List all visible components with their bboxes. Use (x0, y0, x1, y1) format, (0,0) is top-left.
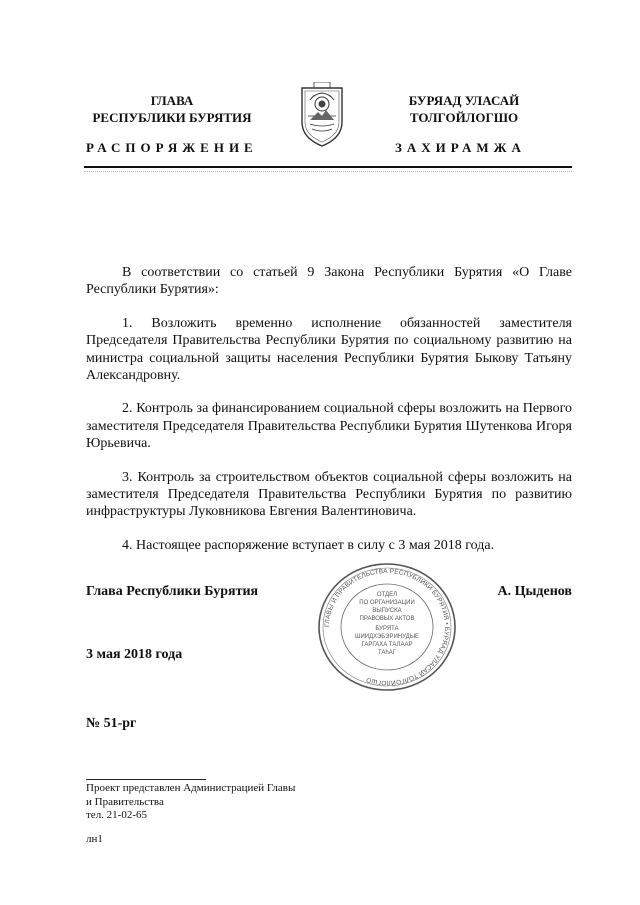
seal-text-6: ШИИДХЭБЭРИНУДЫЕ (354, 634, 420, 640)
preamble-paragraph: В соответствии со статьей 9 Закона Республики Бурятия «О Главе Республики Бурятия»: (86, 265, 572, 298)
header-left-line1: ГЛАВА (150, 93, 194, 108)
document-type-ru: РАСПОРЯЖЕНИЕ (86, 140, 258, 155)
document-number: № 51-рг (86, 716, 137, 731)
item-paragraph-3: 3. Контроль за строительством объектов социальной сферы возложить на заместителя Председателя Правительства Республики Бурятия по развитию инфраструктуры Луковникова Евгения Валентиновича. (86, 469, 572, 520)
header-left-line2: РЕСПУБЛИКИ БУРЯТИЯ (92, 110, 252, 125)
signatory-name: А. Цыденов (497, 584, 572, 599)
signatory-title: Глава Республики Бурятия (86, 584, 259, 599)
seal-ring-text: ГЛАВЫ И ПРАВИТЕЛЬСТВА РЕСПУБЛИКИ БУРЯТИЯ • БУРЯАД УЛАСАЙ ТОЛГОЙЛОГШО (323, 567, 451, 687)
footnote-line1: Проект представлен Администрацией Главы (86, 782, 296, 794)
header-divider-dotted (84, 171, 572, 172)
seal-text-7: ГАРГАХА ТАЛААР (361, 642, 413, 648)
header-right-title (380, 92, 548, 126)
document-date: 3 мая 2018 года (86, 647, 183, 662)
header-left-title (84, 92, 260, 126)
document-body (86, 264, 572, 570)
seal-text-4: ПРАВОВЫХ АКТОВ (359, 616, 415, 622)
header-right-line2: ТОЛГОЙЛОГШО (409, 110, 519, 125)
footnote-divider (86, 779, 206, 780)
footnote-line3: тел. 21-02-65 (86, 809, 148, 821)
footnote (86, 782, 295, 823)
seal-text-8: ТАһАГ (377, 650, 397, 656)
footnote-line2: и Правительства (86, 795, 164, 808)
seal-text-5: БУРЯТА (375, 626, 399, 632)
official-seal-stamp (312, 560, 462, 694)
document-type-bua: ЗАХИРАМЖА (395, 140, 526, 155)
item-paragraph-2: 2. Контроль за финансированием социальной сферы возложить на Первого заместителя Председателя Правительства Республики Бурятия Шутенкова Игоря Юрьевича. (86, 401, 572, 452)
seal-text-1: ОТДЕЛ (376, 592, 398, 598)
document-code: лн1 (86, 833, 103, 845)
item-paragraph-4: 4. Настоящее распоряжение вступает в силу с 3 мая 2018 года. (122, 537, 495, 553)
header-right-line1: БУРЯАД УЛАСАЙ (408, 93, 520, 108)
seal-text-3: ВЫПУСКА (372, 608, 402, 614)
item-paragraph-1: 1. Возложить временно исполнение обязанностей заместителя Председателя Правительства Республики Бурятия по социальному развитию на министра социальной защиты населения Республики Бурятия Быкову Татьяну Александровну. (86, 315, 572, 384)
seal-text-2: ПО ОРГАНИЗАЦИИ (359, 600, 415, 606)
header-divider (84, 166, 572, 168)
coat-of-arms-emblem (298, 82, 346, 148)
